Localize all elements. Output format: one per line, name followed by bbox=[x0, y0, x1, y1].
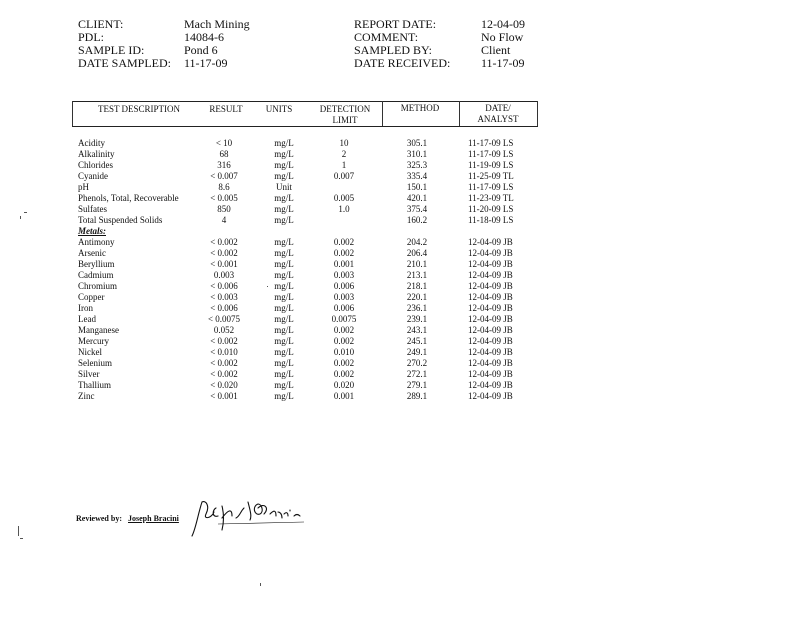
test-description: Beryllium bbox=[78, 259, 115, 269]
units-value: mg/L bbox=[274, 391, 294, 401]
date-analyst-value: 12-04-09 JB bbox=[468, 292, 513, 302]
date-analyst-value: 11-17-09 LS bbox=[468, 182, 514, 192]
units-value: mg/L bbox=[274, 380, 294, 390]
test-description: Chlorides bbox=[78, 160, 113, 170]
result-value: < 0.006 bbox=[210, 281, 238, 291]
method-value: 420.1 bbox=[406, 193, 428, 203]
detection-limit-value: 2 bbox=[341, 149, 347, 159]
units-value: mg/L bbox=[274, 237, 294, 247]
method-value: 204.2 bbox=[406, 237, 428, 247]
table-row bbox=[0, 281, 800, 292]
result-value: < 0.002 bbox=[210, 369, 238, 379]
method-value: 236.1 bbox=[406, 303, 428, 313]
table-row bbox=[0, 193, 800, 204]
test-description: Phenols, Total, Recoverable bbox=[78, 193, 179, 203]
table-row bbox=[0, 160, 800, 171]
date-analyst-value: 11-25-09 TL bbox=[468, 171, 514, 181]
detection-limit-value: 0.007 bbox=[333, 171, 355, 181]
test-description: Mercury bbox=[78, 336, 109, 346]
table-row bbox=[0, 171, 800, 182]
result-value: < 10 bbox=[215, 138, 233, 148]
table-section-heading bbox=[0, 226, 800, 237]
sample-id-label: SAMPLE ID: bbox=[78, 43, 145, 57]
col-header-test-description: TEST DESCRIPTION bbox=[97, 104, 181, 114]
table-header-bottom-rule bbox=[72, 126, 538, 127]
table-row bbox=[0, 303, 800, 314]
date-analyst-value: 12-04-09 JB bbox=[468, 325, 513, 335]
detection-limit-value: 0.001 bbox=[333, 391, 355, 401]
date-analyst-value: 12-04-09 JB bbox=[468, 314, 513, 324]
table-header-divider bbox=[382, 101, 383, 126]
result-value: < 0.005 bbox=[210, 193, 238, 203]
table-row bbox=[0, 358, 800, 369]
table-row bbox=[0, 347, 800, 358]
units-value: mg/L bbox=[274, 347, 294, 357]
result-value: < 0.001 bbox=[210, 259, 238, 269]
client-label: CLIENT: bbox=[78, 17, 124, 31]
units-value: mg/L bbox=[274, 314, 294, 324]
test-description: Copper bbox=[78, 292, 105, 302]
method-value: 310.1 bbox=[406, 149, 428, 159]
table-row bbox=[0, 149, 800, 160]
date-analyst-value: 11-17-09 LS bbox=[468, 149, 514, 159]
col-header-result: RESULT bbox=[209, 104, 243, 114]
test-description: Total Suspended Solids bbox=[78, 215, 163, 225]
table-header-divider bbox=[72, 101, 73, 126]
scan-speck bbox=[20, 216, 21, 219]
date-sampled-value: 11-17-09 bbox=[184, 56, 228, 70]
method-value: 220.1 bbox=[406, 292, 428, 302]
test-description: Acidity bbox=[78, 138, 105, 148]
table-row bbox=[0, 336, 800, 347]
table-row bbox=[0, 391, 800, 402]
result-value: < 0.002 bbox=[210, 237, 238, 247]
detection-limit-value: 0.020 bbox=[333, 380, 355, 390]
test-description: Cyanide bbox=[78, 171, 108, 181]
test-description: Selenium bbox=[78, 358, 112, 368]
sampled-by-value: Client bbox=[481, 43, 511, 57]
test-description: Alkalinity bbox=[78, 149, 115, 159]
scan-speck bbox=[18, 526, 19, 536]
units-value: mg/L bbox=[274, 248, 294, 258]
method-value: 206.4 bbox=[406, 248, 428, 258]
detection-limit-value: 1 bbox=[341, 160, 347, 170]
result-value: 0.052 bbox=[213, 325, 235, 335]
method-value: 305.1 bbox=[406, 138, 428, 148]
units-value: mg/L bbox=[274, 358, 294, 368]
method-value: 213.1 bbox=[406, 270, 428, 280]
date-analyst-value: 12-04-09 JB bbox=[468, 369, 513, 379]
date-analyst-value: 12-04-09 JB bbox=[468, 391, 513, 401]
table-header-top-rule bbox=[72, 101, 538, 102]
test-description: Sulfates bbox=[78, 204, 107, 214]
result-value: 316 bbox=[217, 160, 231, 170]
result-value: 8.6 bbox=[218, 182, 230, 192]
test-description: pH bbox=[78, 182, 89, 192]
units-value: mg/L bbox=[274, 204, 294, 214]
date-sampled-label: DATE SAMPLED: bbox=[78, 56, 172, 70]
method-value: 325.3 bbox=[406, 160, 428, 170]
date-analyst-value: 12-04-09 JB bbox=[468, 303, 513, 313]
date-analyst-value: 12-04-09 JB bbox=[468, 358, 513, 368]
result-value: 4 bbox=[221, 215, 227, 225]
table-row bbox=[0, 292, 800, 303]
sampled-by-label: SAMPLED BY: bbox=[354, 43, 432, 57]
date-received-label: DATE RECEIVED: bbox=[354, 56, 451, 70]
reviewer-name: Joseph Bracini bbox=[128, 514, 179, 523]
units-value: mg/L bbox=[274, 281, 294, 291]
units-value: mg/L bbox=[274, 138, 294, 148]
table-row bbox=[0, 204, 800, 215]
scan-speck bbox=[260, 583, 261, 586]
result-value: < 0.007 bbox=[210, 171, 238, 181]
signature-image bbox=[188, 494, 308, 538]
table-header-divider bbox=[537, 101, 538, 126]
detection-limit-value: 0.002 bbox=[333, 325, 355, 335]
method-value: 218.1 bbox=[406, 281, 428, 291]
method-value: 150.1 bbox=[406, 182, 428, 192]
method-value: 279.1 bbox=[406, 380, 428, 390]
table-row bbox=[0, 215, 800, 226]
detection-limit-value: 0.003 bbox=[333, 270, 355, 280]
report-date-value: 12-04-09 bbox=[481, 17, 525, 31]
test-description: Cadmium bbox=[78, 270, 114, 280]
date-analyst-value: 11-20-09 LS bbox=[468, 204, 514, 214]
result-value: < 0.002 bbox=[210, 358, 238, 368]
table-row bbox=[0, 248, 800, 259]
test-description: Iron bbox=[78, 303, 93, 313]
test-description: Arsenic bbox=[78, 248, 106, 258]
test-description: Lead bbox=[78, 314, 96, 324]
table-row bbox=[0, 369, 800, 380]
result-value: < 0.010 bbox=[210, 347, 238, 357]
detection-limit-value: 0.002 bbox=[333, 237, 355, 247]
test-description: Chromium bbox=[78, 281, 118, 291]
date-analyst-value: 12-04-09 JB bbox=[468, 270, 513, 280]
col-header-limit: LIMIT bbox=[332, 115, 358, 125]
pdl-value: 14084-6 bbox=[184, 30, 224, 44]
units-value: mg/L bbox=[274, 215, 294, 225]
col-header-detection: DETECTION bbox=[319, 104, 371, 114]
reviewed-by-label: Reviewed by: bbox=[76, 514, 122, 523]
test-description: Zinc bbox=[78, 391, 95, 401]
units-value: mg/L bbox=[274, 259, 294, 269]
comment-value: No Flow bbox=[481, 30, 524, 44]
result-value: 68 bbox=[219, 149, 229, 159]
units-value: Unit bbox=[275, 182, 292, 192]
method-value: 335.4 bbox=[406, 171, 428, 181]
units-value: mg/L bbox=[274, 292, 294, 302]
method-value: 243.1 bbox=[406, 325, 428, 335]
result-value: < 0.002 bbox=[210, 336, 238, 346]
units-value: mg/L bbox=[274, 160, 294, 170]
method-value: 270.2 bbox=[406, 358, 428, 368]
detection-limit-value: 0.005 bbox=[333, 193, 355, 203]
method-value: 272.1 bbox=[406, 369, 428, 379]
date-analyst-value: 11-19-09 LS bbox=[468, 160, 514, 170]
table-row bbox=[0, 270, 800, 281]
scan-speck bbox=[24, 212, 27, 213]
report-date-label: REPORT DATE: bbox=[354, 17, 437, 31]
col-header-method: METHOD bbox=[400, 103, 440, 113]
result-value: < 0.020 bbox=[210, 380, 238, 390]
units-value: mg/L bbox=[274, 303, 294, 313]
units-value: mg/L bbox=[274, 270, 294, 280]
table-row bbox=[0, 237, 800, 248]
scan-speck bbox=[267, 286, 268, 287]
date-analyst-value: 12-04-09 JB bbox=[468, 336, 513, 346]
units-value: mg/L bbox=[274, 325, 294, 335]
pdl-label: PDL: bbox=[78, 30, 105, 44]
table-row bbox=[0, 314, 800, 325]
detection-limit-value: 0.002 bbox=[333, 369, 355, 379]
detection-limit-value: 0.006 bbox=[333, 303, 355, 313]
detection-limit-value: 0.006 bbox=[333, 281, 355, 291]
client-value: Mach Mining bbox=[184, 17, 250, 31]
test-description: Antimony bbox=[78, 237, 115, 247]
units-value: mg/L bbox=[274, 369, 294, 379]
detection-limit-value: 10 bbox=[339, 138, 349, 148]
result-value: 850 bbox=[217, 204, 231, 214]
scan-speck bbox=[20, 538, 23, 539]
units-value: mg/L bbox=[274, 149, 294, 159]
detection-limit-value: 0.010 bbox=[333, 347, 355, 357]
result-value: < 0.002 bbox=[210, 248, 238, 258]
test-description: Silver bbox=[78, 369, 100, 379]
date-analyst-value: 12-04-09 JB bbox=[468, 237, 513, 247]
result-value: < 0.003 bbox=[210, 292, 238, 302]
test-description: Nickel bbox=[78, 347, 102, 357]
date-analyst-value: 12-04-09 JB bbox=[468, 248, 513, 258]
table-row bbox=[0, 182, 800, 193]
col-header-analyst: ANALYST bbox=[477, 114, 519, 124]
method-value: 375.4 bbox=[406, 204, 428, 214]
method-value: 245.1 bbox=[406, 336, 428, 346]
date-analyst-value: 12-04-09 JB bbox=[468, 380, 513, 390]
comment-label: COMMENT: bbox=[354, 30, 419, 44]
col-header-date: DATE/ bbox=[485, 103, 511, 113]
method-value: 289.1 bbox=[406, 391, 428, 401]
result-value: < 0.001 bbox=[210, 391, 238, 401]
date-analyst-value: 11-18-09 LS bbox=[468, 215, 514, 225]
method-value: 160.2 bbox=[406, 215, 428, 225]
units-value: mg/L bbox=[274, 336, 294, 346]
test-description: Manganese bbox=[78, 325, 119, 335]
result-value: 0.003 bbox=[213, 270, 235, 280]
date-analyst-value: 12-04-09 JB bbox=[468, 259, 513, 269]
detection-limit-value: 1.0 bbox=[338, 204, 350, 214]
section-label: Metals: bbox=[78, 226, 106, 236]
table-row bbox=[0, 259, 800, 270]
date-analyst-value: 12-04-09 JB bbox=[468, 347, 513, 357]
detection-limit-value: 0.002 bbox=[333, 336, 355, 346]
date-received-value: 11-17-09 bbox=[481, 56, 525, 70]
detection-limit-value: 0.0075 bbox=[331, 314, 357, 324]
date-analyst-value: 12-04-09 JB bbox=[468, 281, 513, 291]
detection-limit-value: 0.001 bbox=[333, 259, 355, 269]
method-value: 210.1 bbox=[406, 259, 428, 269]
table-header-divider bbox=[459, 101, 460, 126]
units-value: mg/L bbox=[274, 171, 294, 181]
units-value: mg/L bbox=[274, 193, 294, 203]
detection-limit-value: 0.003 bbox=[333, 292, 355, 302]
date-analyst-value: 11-23-09 TL bbox=[468, 193, 514, 203]
table-row bbox=[0, 380, 800, 391]
method-value: 249.1 bbox=[406, 347, 428, 357]
date-analyst-value: 11-17-09 LS bbox=[468, 138, 514, 148]
table-row bbox=[0, 325, 800, 336]
result-value: < 0.0075 bbox=[207, 314, 241, 324]
method-value: 239.1 bbox=[406, 314, 428, 324]
table-row bbox=[0, 138, 800, 149]
test-description: Thallium bbox=[78, 380, 111, 390]
col-header-units: UNITS bbox=[265, 104, 293, 114]
detection-limit-value: 0.002 bbox=[333, 248, 355, 258]
reviewed-by bbox=[76, 514, 179, 523]
sample-id-value: Pond 6 bbox=[184, 43, 218, 57]
detection-limit-value: 0.002 bbox=[333, 358, 355, 368]
result-value: < 0.006 bbox=[210, 303, 238, 313]
